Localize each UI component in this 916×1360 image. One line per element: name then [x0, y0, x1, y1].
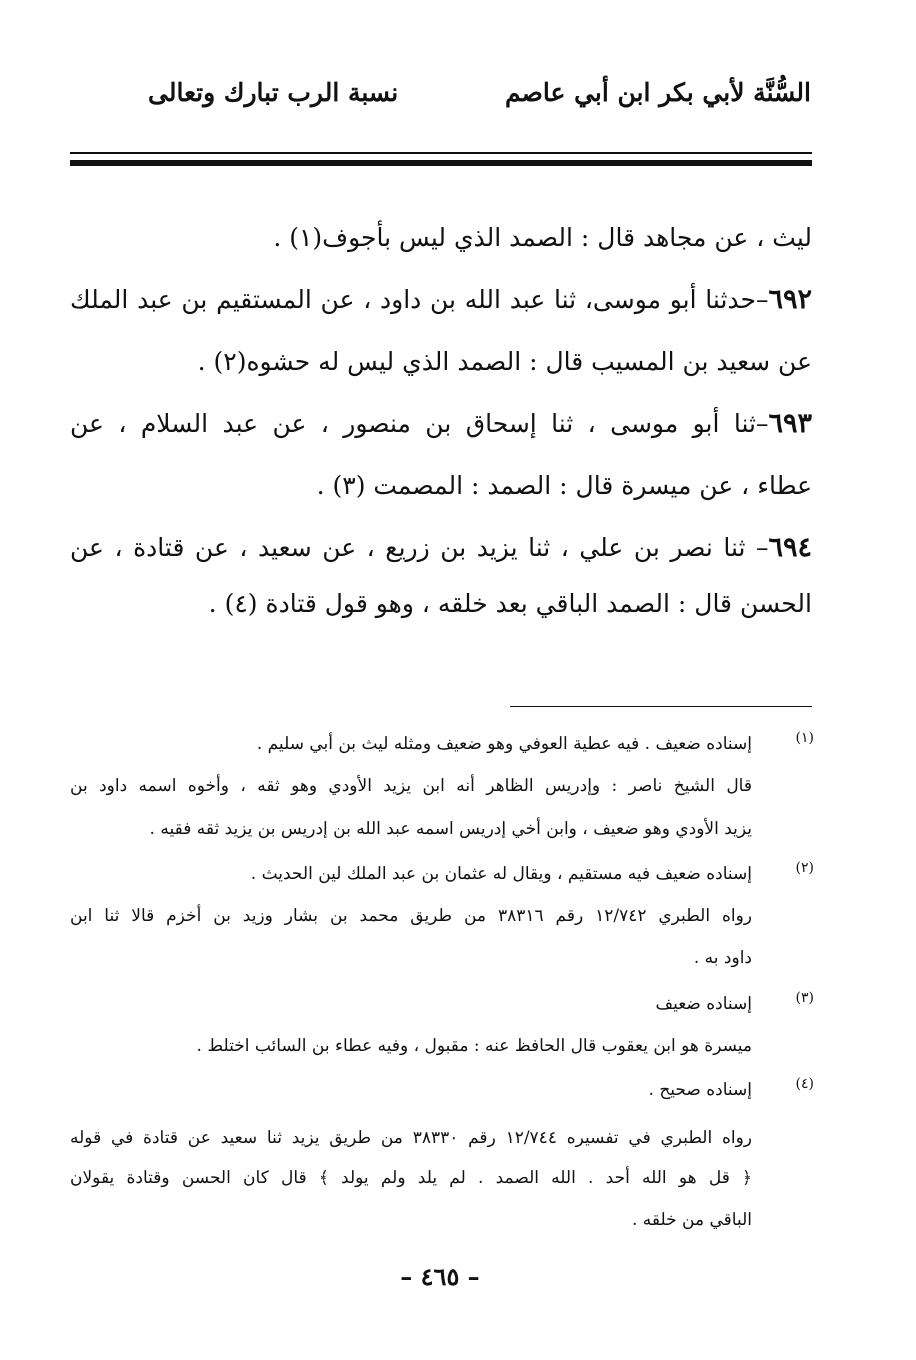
hadith-693-line-1 [70, 400, 812, 448]
footnote-1-line-3: يزيد الأودي وهو ضعيف ، وابن أخي إدريس اسمه عبد الله بن إدريس بن يزيد ثقه فقيه . [149, 819, 752, 839]
footnote-3-line-1: إسناده ضعيف [655, 994, 752, 1014]
footnote-3-line-2: ميسرة هو ابن يعقوب قال الحافظ عنه : مقبول ، وفيه عطاء بن السائب اختلط . [196, 1036, 752, 1056]
footnote-2-line-1: إسناده ضعيف فيه مستقيم ، ويقال له عثمان بن عبد الملك لين الحديث . [250, 864, 752, 884]
footnote-4-line-2: رواه الطبري في تفسيره ١٢/٧٤٤ رقم ٣٨٣٣٠ من طريق يزيد ثنا سعيد عن قتادة في قوله [70, 1128, 752, 1148]
footnote-4-line-4: الباقي من خلقه . [631, 1210, 752, 1230]
page-header [70, 78, 811, 128]
page-number: – ٤٦٥ – [400, 1262, 480, 1291]
footnote-4-line-1: إسناده صحيح . [648, 1080, 752, 1100]
header-rule-thin [70, 152, 812, 154]
hadith-692-line-1 [70, 276, 812, 324]
book-title: السُّنَّة لأبي بكر ابن أبي عاصم [504, 78, 811, 107]
footnote-separator [510, 706, 812, 707]
header-rule-thick [70, 160, 812, 166]
footnote-1-line-2: قال الشيخ ناصر : وإدريس الظاهر أنه ابن يزيد الأودي وهو ثقه ، وأخوه اسمه داود بن [70, 776, 752, 796]
hadith-692-number: ٦٩٢ [768, 284, 812, 315]
footnote-2-line-2: رواه الطبري ١٢/٧٤٢ رقم ٣٨٣١٦ من طريق محمد بن بشار وزيد بن أخزم قالا ثنا ابن [70, 906, 752, 926]
footnote-4-line-3: ﴿ قل هو الله أحد . الله الصمد . لم يلد ولم يولد ﴾ قال كان الحسن وقتادة يقولان [70, 1168, 752, 1188]
hadith-694-line-1 [70, 524, 812, 572]
hadith-693-number: ٦٩٣ [768, 408, 812, 439]
hadith-694-line-2: الحسن قال : الصمد الباقي بعد خلقه ، وهو قول قتادة (٤) . [208, 589, 812, 618]
body-line-1: ليث ، عن مجاهد قال : الصمد الذي ليس بأجوف(١) . [273, 223, 812, 252]
hadith-693-text-1: –ثنا أبو موسى ، ثنا إسحاق بن منصور ، عن عبد السلام ، عن [70, 409, 769, 438]
footnote-3-marker: (٣) [795, 990, 814, 1006]
hadith-692-line-2: عن سعيد بن المسيب قال : الصمد الذي ليس له حشوه(٢) . [197, 347, 812, 376]
hadith-692-text-1: –حدثنا أبو موسى، ثنا عبد الله بن داود ، عن المستقيم بن عبد الملك [70, 285, 769, 314]
hadith-693-line-2: عطاء ، عن ميسرة قال : الصمد : المصمت (٣) . [316, 471, 812, 500]
footnote-1-marker: (١) [795, 730, 814, 746]
chapter-title: نسبة الرب تبارك وتعالى [148, 78, 399, 107]
footnote-4-marker: (٤) [795, 1076, 814, 1092]
hadith-694-text-1: – ثنا نصر بن علي ، ثنا يزيد بن زريع ، عن سعيد ، عن قتادة ، عن [70, 533, 769, 562]
hadith-694-number: ٦٩٤ [768, 532, 812, 563]
footnote-2-marker: (٢) [795, 860, 814, 876]
footnote-1-line-1: إسناده ضعيف . فيه عطية العوفي وهو ضعيف ومثله ليث بن أبي سليم . [256, 734, 752, 754]
footnote-2-line-3: داود به . [693, 948, 752, 968]
